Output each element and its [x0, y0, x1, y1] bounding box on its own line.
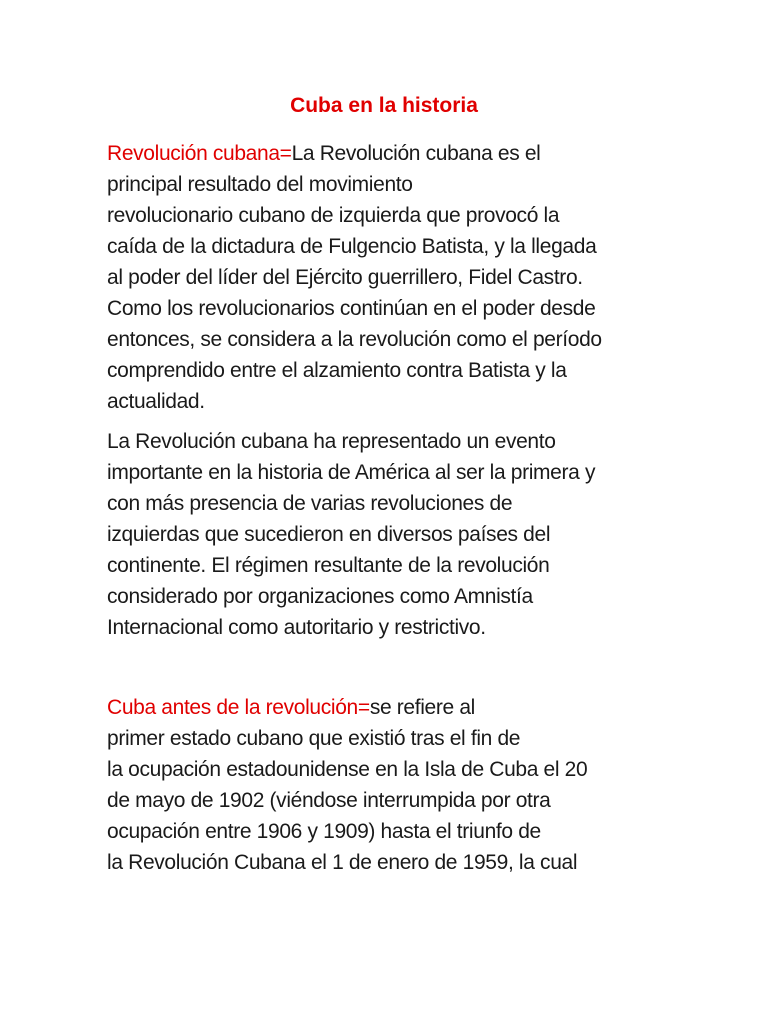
text-line: ocupación entre 1906 y 1909) hasta el triunfo de: [107, 820, 541, 843]
text-line: principal resultado del movimiento: [107, 173, 413, 196]
text-line: considerado por organizaciones como Amnistía: [107, 585, 533, 608]
text-line: Como los revolucionarios continúan en el poder desde: [107, 297, 596, 320]
text-line: actualidad.: [107, 390, 205, 413]
text-run: La Revolución cubana es el: [291, 142, 541, 165]
paragraph-representacion: [107, 426, 667, 643]
text-line: [107, 692, 667, 723]
paragraph-revolucion-cubana: [107, 138, 667, 417]
text-line: con más presencia de varias revoluciones de: [107, 492, 513, 515]
text-line: continente. El régimen resultante de la revolución: [107, 554, 550, 577]
section-heading: Revolución cubana=: [107, 142, 292, 165]
text-line: la ocupación estadounidense en la Isla de Cuba el 20: [107, 758, 588, 781]
text-line: La Revolución cubana ha representado un evento: [107, 430, 556, 453]
text-line: entonces, se considera a la revolución como el período: [107, 328, 602, 351]
document-body: [107, 138, 667, 878]
text-line: Internacional como autoritario y restrictivo.: [107, 616, 486, 639]
text-line: la Revolución Cubana el 1 de enero de 1959, la cual: [107, 851, 578, 874]
text-line: primer estado cubano que existió tras el fin de: [107, 727, 521, 750]
text-line: caída de la dictadura de Fulgencio Batista, y la llegada: [107, 235, 597, 258]
text-line: al poder del líder del Ejército guerrillero, Fidel Castro.: [107, 266, 583, 289]
text-run: se refiere al: [369, 696, 475, 719]
section-heading: Cuba antes de la revolución=: [107, 696, 370, 719]
text-line: [107, 138, 667, 169]
paragraph-cuba-antes: [107, 692, 667, 878]
text-line: comprendido entre el alzamiento contra Batista y la: [107, 359, 567, 382]
text-line: importante en la historia de América al ser la primera y: [107, 461, 596, 484]
text-line: revolucionario cubano de izquierda que provocó la: [107, 204, 560, 227]
document-title: Cuba en la historia: [290, 94, 478, 117]
text-line: izquierdas que sucedieron en diversos países del: [107, 523, 551, 546]
text-line: de mayo de 1902 (viéndose interrumpida por otra: [107, 789, 551, 812]
